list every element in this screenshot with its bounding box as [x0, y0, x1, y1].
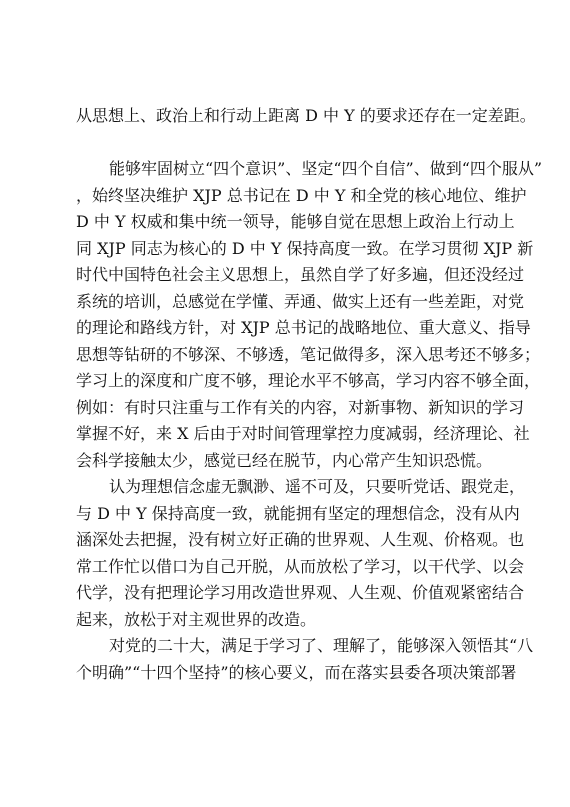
- text-line: 代学，没有把理论学习用改造世界观、人生观、价值观紧密结合: [76, 583, 525, 602]
- paragraph-1: [76, 156, 543, 474]
- text-line: 起来，放松于对主观世界的改造。: [76, 609, 317, 629]
- text-line: 系统的培训，总感觉在学懂、弄通、做实上还有一些差距，对党: [76, 291, 525, 311]
- text-line: 会科学接触太少，感觉已经在脱节，内心常产生知识恐慌。: [76, 450, 493, 470]
- paragraph-2: [76, 474, 526, 633]
- paragraph-continuation: [76, 103, 536, 130]
- paragraph-3: [76, 633, 534, 686]
- text-line: 涵深处去把握，没有树立好正确的世界观、人生观、价格观。也: [76, 530, 525, 549]
- text-line: 与 D 中 Y 保持高度一致，就能拥有坚定的理想信念，没有从内: [76, 503, 520, 523]
- text-line: 的理论和路线方针，对 XJP 总书记的战略地位、重大意义、指导: [76, 318, 531, 337]
- text-line: 常工作忙以借口为自己开脱，从而放松了学习，以干代学、以会: [76, 556, 525, 576]
- text-line: 认为理想信念虚无飘渺、遥不可及，只要听党话、跟党走，: [109, 477, 526, 496]
- document-body: [76, 156, 543, 686]
- text-line: 从思想上、政治上和行动上距离 D 中 Y 的要求还存在一定差距。: [76, 106, 536, 125]
- text-line: 同 XJP 同志为核心的 D 中 Y 保持高度一致。在学习贯彻 XJP 新: [76, 238, 534, 258]
- text-line: ，始终坚决维护 XJP 总书记在 D 中 Y 和全党的核心地位、维护: [76, 185, 527, 205]
- text-line: 学习上的深度和广度不够，理论水平不够高，学习内容不够全面，: [76, 371, 541, 390]
- text-line: 思想等钻研的不够深、不够透，笔记做得多，深入思考还不够多；: [76, 344, 541, 364]
- text-line: 对党的二十大，满足于学习了、理解了，能够深入领悟其“八: [109, 636, 534, 655]
- text-line: 掌握不好，来 X 后由于对时间管理掌控力度减弱，经济理论、社: [76, 424, 530, 443]
- text-line: D 中 Y 权威和集中统一领导，能够自觉在思想上政治上行动上: [76, 212, 515, 231]
- text-line: 能够牢固树立“四个意识”、坚定“四个自信”、做到“四个服从”: [109, 159, 543, 178]
- text-line: 例如：有时只注重与工作有关的内容，对新事物、新知识的学习: [76, 397, 525, 417]
- text-line: 时代中国特色社会主义思想上，虽然自学了好多遍，但还没经过: [76, 265, 525, 284]
- text-line: 个明确”“十四个坚持”的核心要义，而在落实县委各项决策部署: [76, 662, 517, 682]
